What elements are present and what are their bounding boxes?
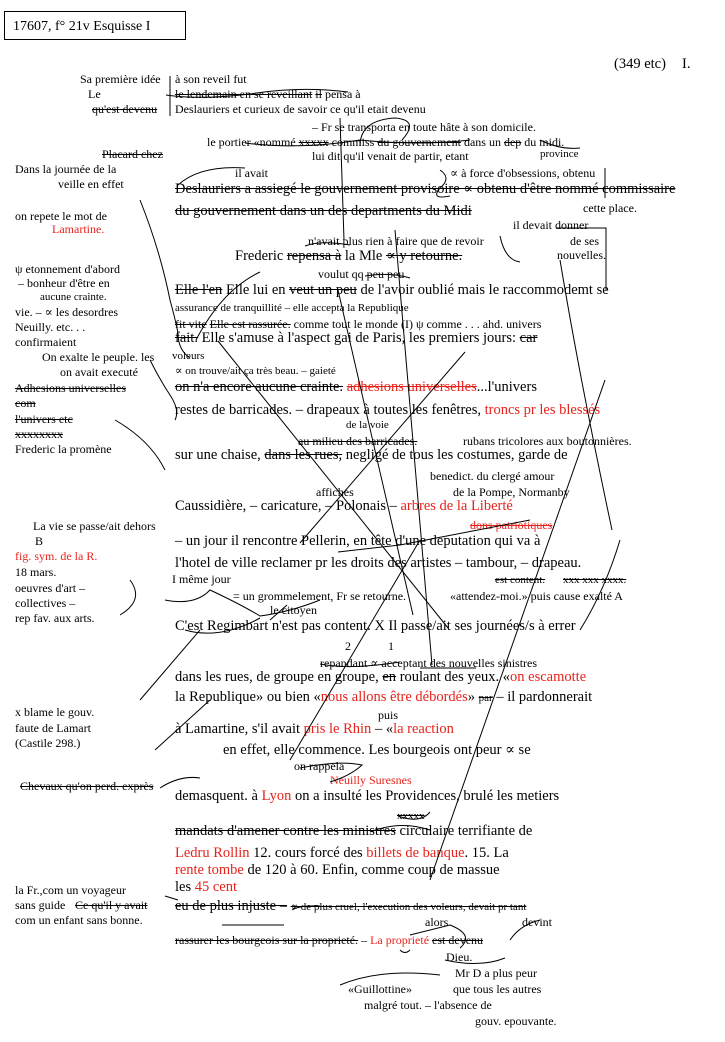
text-line: en effet, elle commence. Les bourgeois ont peur ∝ se [223, 742, 531, 758]
interlinear-text: le portier «nommé xxxxx commiss du gouvernement dans un dep du midi. [207, 135, 565, 149]
interlinear-text: lui dit qu'il venait de partir, etant [312, 149, 469, 163]
interlinear-text: «attendez-moi.» puis cause exalté A [450, 589, 623, 603]
margin-note: l'univers etc [15, 412, 73, 426]
margin-note: Chevaux qu'on perd. exprès [20, 779, 154, 793]
margin-note: xxxxxxxx [15, 427, 63, 441]
guide-line [140, 200, 170, 300]
interlinear-text: xxx xxx xxxx. [563, 574, 627, 586]
interlinear-text: nouvelles. [557, 248, 606, 262]
text-line: les 45 cent [175, 879, 238, 895]
interlinear-text: 1 [388, 639, 394, 653]
interlinear-text: que tous les autres [453, 982, 542, 996]
text-line: C'est Regimbart n'est pas content. X Il passe/ait ses journées/s à errer [175, 618, 576, 634]
margin-note: com un enfant sans bonne. [15, 913, 143, 927]
text-line: restes de barricades. – drapeaux à toutes les fenêtres, troncs pr les blessés [175, 402, 601, 418]
insertion-curve [400, 950, 410, 953]
insertion-curve [150, 360, 177, 420]
interlinear-text: repandant ∝ acceptant des nouvelles sinistres [320, 656, 538, 670]
folio-header [4, 11, 186, 40]
text-line: dans les rues, de groupe en groupe, en roulant des yeux. «on escamotte [175, 669, 587, 685]
interlinear-text: cette place. [583, 201, 637, 215]
text-line: rassurer les bourgeois sur la proprieté. – La proprieté est devenu [175, 933, 484, 947]
interlinear-text: affiches [316, 485, 354, 499]
text-line: mandats d'amener contre les ministres circulaire terrifiante de [175, 823, 533, 839]
margin-note: 18 mars. [15, 565, 57, 579]
margin-note: La vie se passe/ait dehors [33, 519, 156, 533]
margin-note: oeuvres d'art – [15, 581, 86, 595]
insertion-curve [500, 236, 520, 262]
interlinear-text: de ses [570, 234, 599, 248]
text-line: demasquent. à Lyon on a insulté les Providences, brulé les metiers [175, 788, 560, 804]
interlinear-text: voulut qq peu peu [318, 267, 405, 281]
margin-note: Lamartine. [52, 222, 105, 236]
interlinear-text: est content. [495, 574, 546, 586]
margin-note: Neuilly. etc. . . [15, 320, 86, 334]
text-line: rente tombe de 120 à 60. Enfin, comme coup de massue [175, 862, 500, 878]
guide-line [115, 420, 165, 470]
text-line: – un jour il rencontre Pellerin, en tête d'une deputation qui va à [175, 533, 541, 549]
text-line: Frederic repensa à la Mle ∝ y retourne. [235, 248, 463, 264]
margin-note: vie. – ∝ les desordres [15, 305, 119, 319]
interlinear-text: I même jour [172, 572, 231, 586]
text-line: eu de plus injuste – ∝ de plus cruel, l'execution des voleurs, devait pr tant [175, 898, 527, 914]
margin-note: aucune crainte. [40, 291, 107, 303]
text-line: Elle l'en Elle lui en veut un peu de l'avoir oublié mais le raccommodemt se [175, 282, 609, 298]
text-line: du gouvernement dans un des departments du Midi [175, 203, 472, 219]
interlinear-text: Dieu. [446, 950, 473, 964]
text-line: Ledru Rollin 12. cours forcé des billets de banque. 15. La [175, 845, 509, 861]
margin-note: (Castile 298.) [15, 736, 81, 750]
interlinear-text: de la Pompe, Normanby [453, 485, 570, 499]
interlinear-text: il avait [235, 166, 268, 180]
interlinear-text: le citoyen [270, 603, 317, 617]
page-roman: I. [682, 56, 691, 72]
interlinear-text: ∝ on trouve/ait ça très beau. – gaieté [175, 365, 336, 377]
text-line: Deslauriers a assiegé le gouvernement provisoire ∝ obtenu d'être nommé commissaire [175, 181, 676, 197]
interlinear-text: xxxxx [397, 810, 425, 822]
margin-note: x blame le gouv. [15, 705, 95, 719]
text-line: on n'a encore aucune crainte. adhesions universelles...l'univers [175, 379, 537, 395]
interlinear-text: assurance de tranquillité – elle accepta la Republique [175, 302, 409, 314]
margin-note: Frederic la promène [15, 442, 112, 456]
margin-note: fig. sym. de la R. [15, 549, 98, 563]
text-line: Deslauriers et curieux de savoir ce qu'il etait devenu [175, 102, 426, 116]
margin-note: collectives – [15, 596, 76, 610]
interlinear-text: – Fr se transporta en toute hâte à son domicile. [312, 120, 536, 134]
interlinear-text: 2 [345, 639, 351, 653]
margin-note: com [15, 396, 36, 410]
interlinear-text: gouv. epouvante. [475, 1014, 557, 1028]
margin-note: On exalte le peuple. les [42, 350, 155, 364]
interlinear-text: voleurs [172, 350, 205, 362]
margin-note: on repete le mot de [15, 209, 107, 223]
interlinear-text: benedict. du clergé amour [430, 469, 555, 483]
interlinear-text: on rappela [294, 759, 345, 773]
interlinear-text: province [540, 148, 579, 160]
margin-note: ψ etonnement d'abord [15, 262, 120, 276]
interlinear-text: malgré tout. – l'absence de [364, 998, 492, 1012]
margin-note: Le [88, 87, 101, 101]
interlinear-text: au milieu des barricades. [298, 434, 418, 448]
interlinear-text: = un grommelement, Fr se retourne. [233, 589, 407, 603]
interlinear-text: n'avait plus rien à faire que de revoir [308, 234, 484, 248]
interlinear-text: Neuilly Suresnes [330, 773, 412, 787]
interlinear-text: ∝ à force d'obsessions, obtenu [450, 166, 596, 180]
page-number: (349 etc) [614, 56, 666, 72]
text-line: le lendemain en se reveillant il pensa à [175, 87, 361, 101]
text-line: sur une chaise, dans les rues, negligé de tous les costumes, garde de [175, 447, 568, 463]
interlinear-text: rubans tricolores aux boutonnières. [463, 434, 632, 448]
margin-note: confirmaient [15, 335, 77, 349]
margin-note: Ce qu'il y avait [75, 898, 148, 912]
text-line: l'hotel de ville reclamer pr les droits des artistes – tambour, – drapeau. [175, 555, 582, 571]
margin-note: Placard chez [102, 147, 163, 161]
margin-note: Sa première idée [80, 72, 161, 86]
interlinear-text: dons patriotiques [470, 518, 553, 532]
interlinear-text: Mr D a plus peur [455, 966, 537, 980]
interlinear-text: il devait donner [513, 218, 589, 232]
text-line: Caussidière, – caricature, – Polonais – arbres de la Liberté [175, 498, 513, 514]
margin-note: on avait executé [60, 365, 138, 379]
margin-note: veille en effet [58, 177, 124, 191]
margin-note: – bonheur d'être en [18, 276, 110, 290]
margin-note: B [35, 534, 44, 548]
margin-note: la Fr.,com un voyageur [15, 883, 126, 897]
interlinear-text: à son reveil fut [175, 72, 247, 86]
interlinear-text: «Guillottine» [348, 982, 412, 996]
insertion-curve [120, 580, 136, 615]
interlinear-text: puis [378, 708, 399, 722]
margin-note: qu'est devenu [92, 102, 158, 116]
interlinear-text: alors [425, 915, 449, 929]
text-line: fit vite Elle est rassurée. comme tout le monde (I) ψ comme . . . ahd. univers [175, 317, 542, 331]
margin-note: Dans la journée de la [15, 162, 117, 176]
margin-note: sans guide [15, 898, 66, 912]
margin-note: rep fav. aux arts. [15, 611, 95, 625]
margin-note: Adhesions universelles [15, 381, 126, 395]
folio-reference: 17607, f° 21v Esquisse I [13, 19, 151, 34]
insertion-curve [160, 777, 200, 788]
text-line: la Republique» ou bien «nous allons être débordés» par – il pardonnerait [175, 689, 593, 705]
interlinear-text: devint [522, 915, 552, 929]
text-line: à Lamartine, s'il avait pris le Rhin – «la reaction [175, 721, 454, 737]
text-line: fait. Elle s'amuse à l'aspect gai de Paris, les premiers jours: car [175, 330, 538, 346]
interlinear-text: de la voie [346, 419, 389, 431]
margin-note: faute de Lamart [15, 721, 91, 735]
